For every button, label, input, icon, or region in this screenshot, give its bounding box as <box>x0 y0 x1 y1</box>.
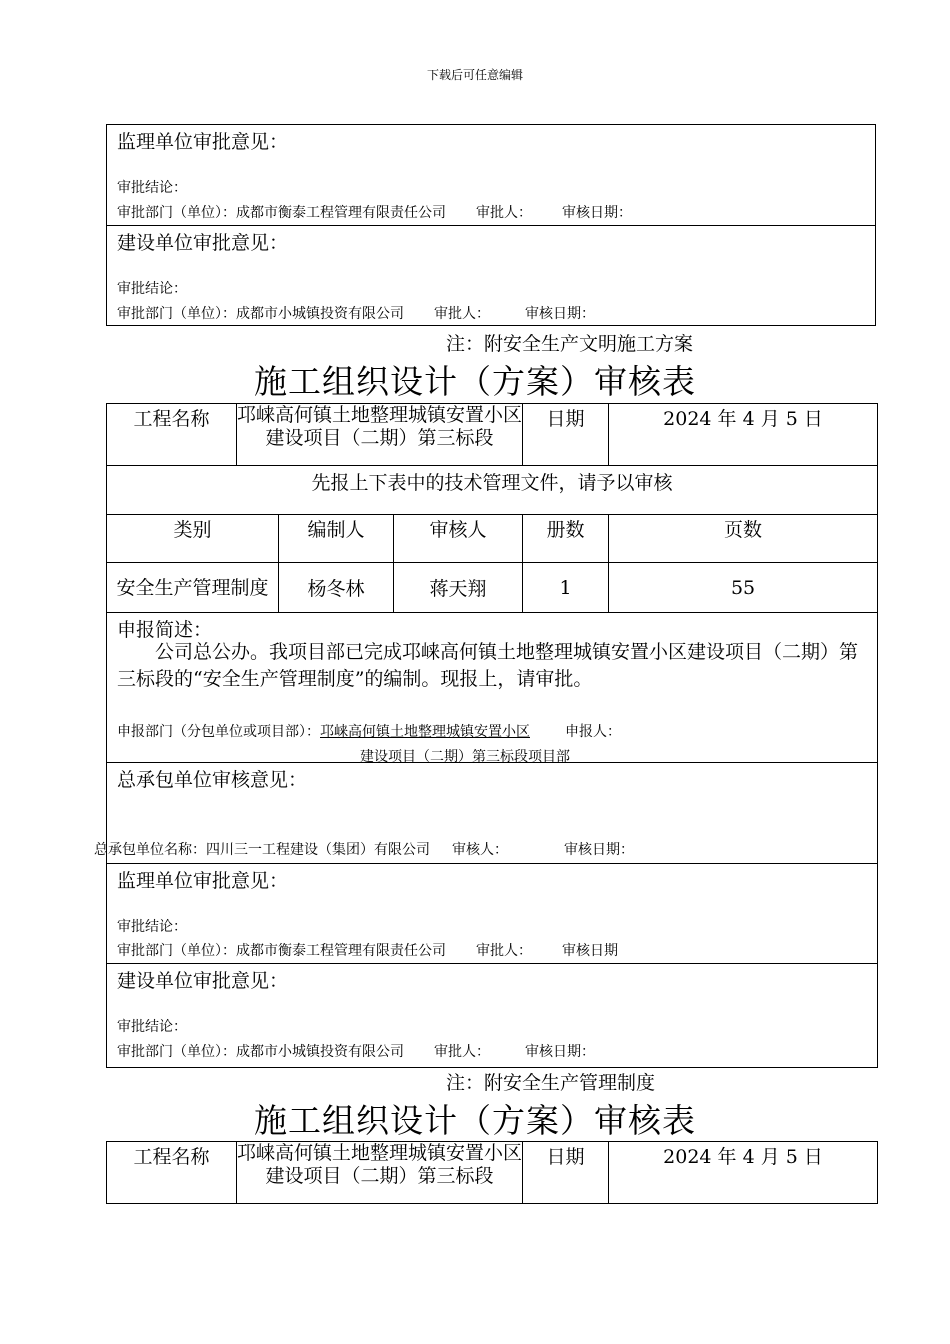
applicant-dept-1: 邛崃高何镇土地整理城镇安置小区 <box>320 724 530 740</box>
request-line: 先报上下表中的技术管理文件，请予以审核 <box>107 466 878 515</box>
owner-dept-line <box>117 303 595 323</box>
supervisor-date: 审核日期： <box>562 205 632 221</box>
supervisor-conclusion: 审批结论： <box>117 180 187 196</box>
contractor-date: 审核日期： <box>564 842 634 858</box>
cell-volumes: 1 <box>523 563 609 613</box>
owner-section-2 <box>107 964 878 1068</box>
project-name-3: 邛崃高何镇土地整理城镇安置小区建设项目（二期）第三标段 <box>237 1142 523 1204</box>
supervisor-title-2: 监理单位审批意见： <box>117 870 289 892</box>
form-title-2: 施工组织设计（方案）审核表 <box>254 362 696 401</box>
contractor-title: 总承包单位审核意见： <box>117 769 308 791</box>
summary-cell <box>107 613 878 763</box>
owner-conclusion-2: 审批结论： <box>117 1019 187 1035</box>
owner-title-2: 建设单位审批意见： <box>117 970 289 992</box>
cell-editor: 杨冬林 <box>279 563 394 613</box>
form-2-table <box>94 403 878 1068</box>
applicant-dept-2: 建设项目（二期）第三标段项目部 <box>360 749 570 765</box>
approval-block-1 <box>106 124 876 326</box>
date-value-3: 2024 年 4 月 5 日 <box>609 1142 878 1204</box>
form-3-table <box>106 1141 878 1204</box>
owner-dept-2: 审批部门（单位）：成都市小城镇投资有限公司 <box>117 1044 404 1060</box>
supervisor-date-2: 审核日期 <box>562 943 618 959</box>
owner-section <box>107 226 875 326</box>
cell-pages: 55 <box>609 563 878 613</box>
owner-title: 建设单位审批意见： <box>117 232 289 254</box>
supervisor-dept: 审批部门（单位）：成都市衡泰工程管理有限责任公司 <box>117 205 446 221</box>
supervisor-dept-line <box>117 202 632 222</box>
supervisor-conclusion-2: 审批结论： <box>117 919 187 935</box>
supervisor-section-2 <box>107 864 878 964</box>
supervisor-approver: 审批人： <box>476 205 532 221</box>
supervisor-section <box>107 125 875 226</box>
owner-dept-line-2 <box>117 1041 595 1061</box>
date-label: 日期 <box>523 404 609 466</box>
contractor-line <box>94 839 634 859</box>
download-note: 下载后可任意编辑 <box>426 68 523 82</box>
cell-category: 安全生产管理制度 <box>107 563 279 613</box>
project-label-3: 工程名称 <box>107 1142 237 1204</box>
contractor-reviewer: 审核人： <box>452 842 508 858</box>
col-editor: 编制人 <box>279 515 394 563</box>
supervisor-dept-line-2 <box>117 940 618 960</box>
attachment-note-1: 注：附安全生产文明施工方案 <box>446 333 694 355</box>
owner-conclusion: 审批结论： <box>117 281 187 297</box>
owner-date: 审核日期： <box>525 306 595 322</box>
col-pages: 页数 <box>609 515 878 563</box>
owner-approver: 审批人： <box>434 306 490 322</box>
owner-approver-2: 审批人： <box>434 1044 490 1060</box>
applicant: 申报人： <box>565 724 621 740</box>
contractor-name: 总承包单位名称：四川三一工程建设（集团）有限公司 <box>94 842 430 858</box>
date-label-3: 日期 <box>523 1142 609 1204</box>
owner-date-2: 审核日期： <box>525 1044 595 1060</box>
project-label: 工程名称 <box>107 404 237 466</box>
attachment-note-2: 注：附安全生产管理制度 <box>446 1072 656 1094</box>
form-title-3: 施工组织设计（方案）审核表 <box>254 1101 696 1140</box>
project-name: 邛崃高何镇土地整理城镇安置小区建设项目（二期）第三标段 <box>237 404 523 466</box>
col-category: 类别 <box>107 515 279 563</box>
date-value: 2024 年 4 月 5 日 <box>609 404 878 466</box>
applicant-line <box>117 721 621 741</box>
col-volumes: 册数 <box>523 515 609 563</box>
applicant-dept-label: 申报部门（分包单位或项目部）： <box>117 724 320 740</box>
supervisor-dept-2: 审批部门（单位）：成都市衡泰工程管理有限责任公司 <box>117 943 446 959</box>
summary-title: 申报简述： <box>117 619 213 641</box>
contractor-section <box>94 763 878 864</box>
owner-dept: 审批部门（单位）：成都市小城镇投资有限公司 <box>117 306 404 322</box>
summary-body: 公司总公办。我项目部已完成邛崃高何镇土地整理城镇安置小区建设项目（二期）第三标段的“安全生产管理制度”的编制。现报上，请审批。 <box>117 641 859 690</box>
supervisor-approver-2: 审批人： <box>476 943 532 959</box>
col-reviewer: 审核人 <box>394 515 523 563</box>
cell-reviewer: 蒋天翔 <box>394 563 523 613</box>
supervisor-title: 监理单位审批意见： <box>117 131 289 153</box>
